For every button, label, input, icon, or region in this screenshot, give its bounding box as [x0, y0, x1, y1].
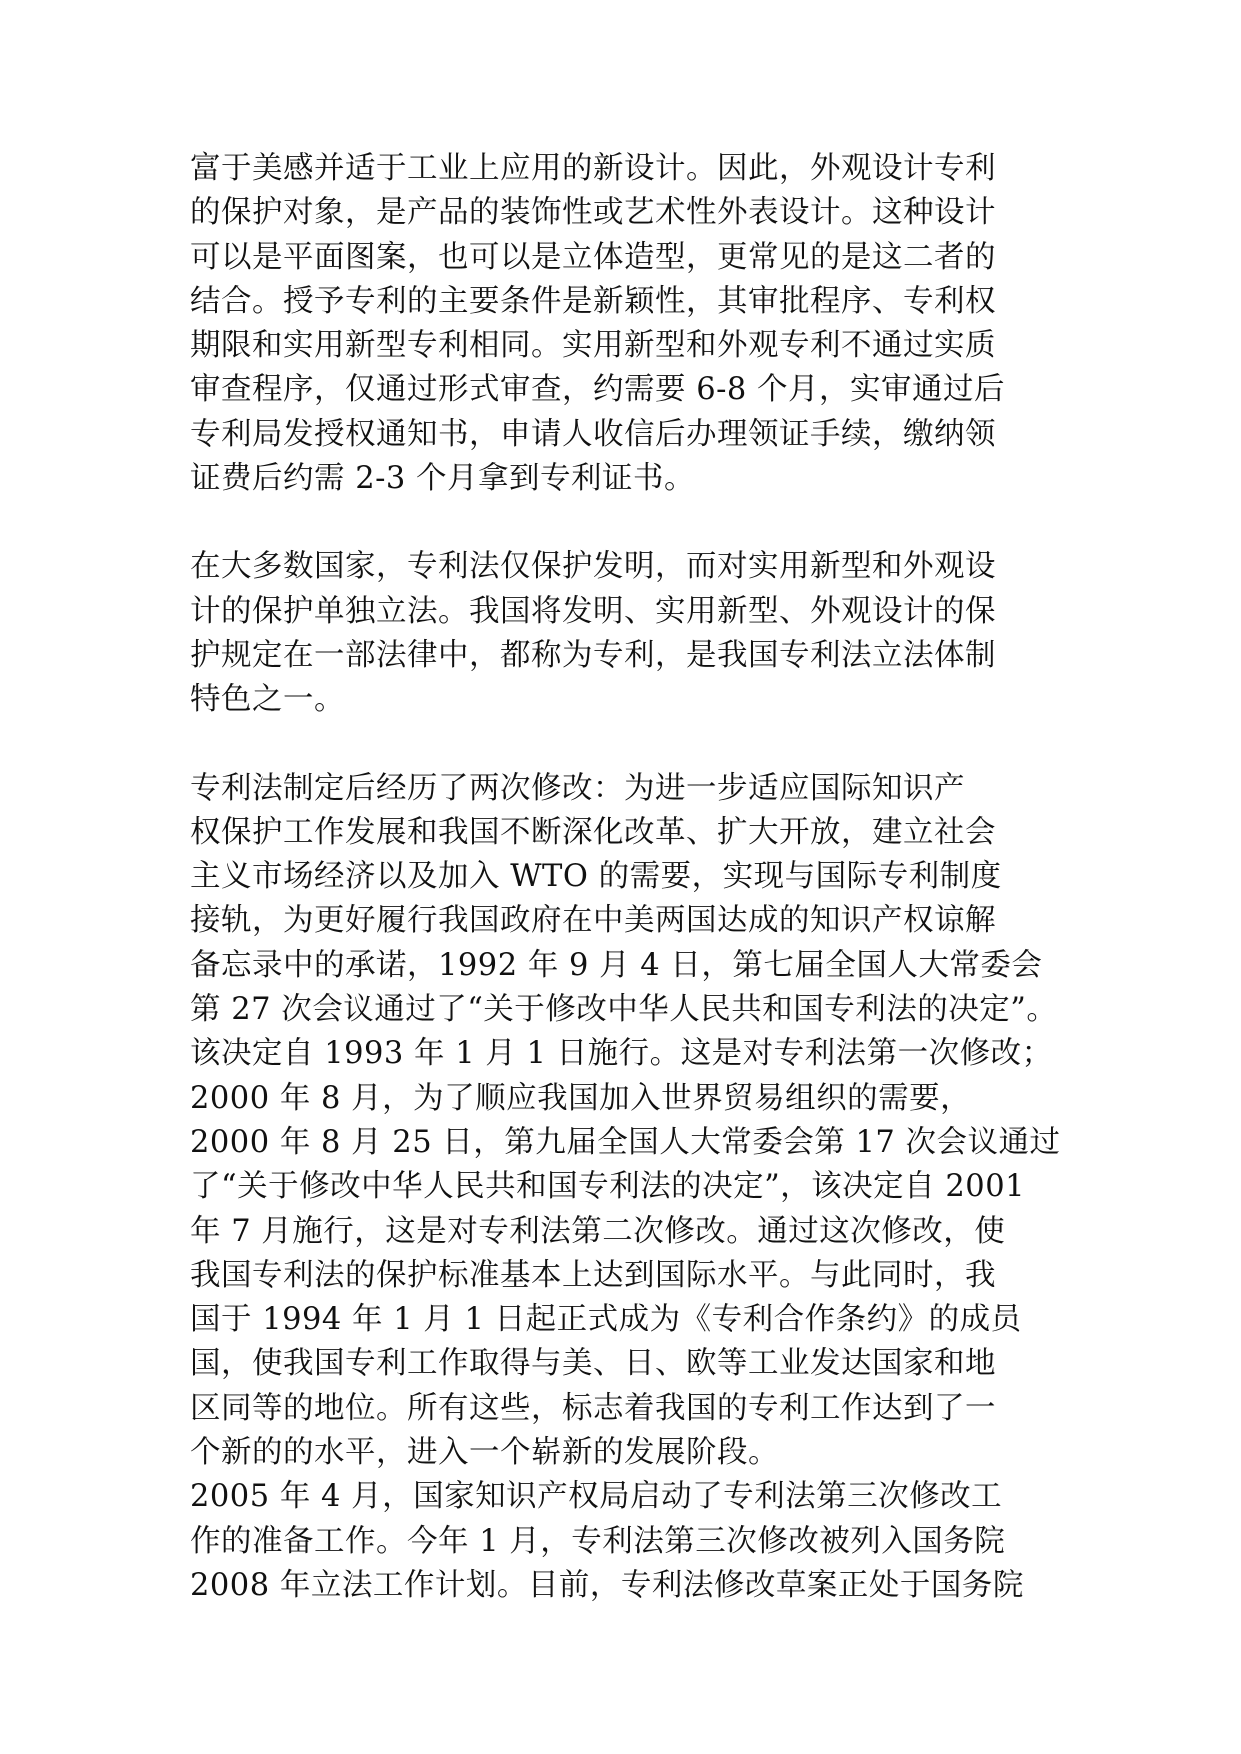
text-line: 个新的的水平，进入一个崭新的发展阶段。 — [190, 1435, 779, 1471]
text-line: 计的保护单独立法。我国将发明、实用新型、外观设计的保 — [190, 593, 996, 629]
text-line: 了“关于修改中华人民共和国专利法的决定”，该决定自 2001 — [190, 1169, 1025, 1205]
text-line: 护规定在一部法律中，都称为专利，是我国专利法立法体制 — [190, 637, 996, 673]
text-line: 富于美感并适于工业上应用的新设计。因此，外观设计专利 — [190, 151, 996, 186]
text-line: 该决定自 1993 年 1 月 1 日施行。这是对专利法第一次修改； — [190, 1036, 1053, 1072]
text-line: 接轨，为更好履行我国政府在中美两国达成的知识产权谅解 — [190, 903, 996, 939]
paragraph-spacer — [190, 501, 1060, 545]
text-line: 结合。授予专利的主要条件是新颖性，其审批程序、专利权 — [190, 283, 996, 319]
body-text — [190, 147, 1060, 1608]
text-line: 权保护工作发展和我国不断深化改革、扩大开放，建立社会 — [190, 814, 996, 850]
text-line: 证费后约需 2-3 个月拿到专利证书。 — [190, 461, 696, 497]
text-line: 专利局发授权通知书，申请人收信后办理领证手续，缴纳领 — [190, 416, 996, 452]
text-line: 作的准备工作。今年 1 月，专利法第三次修改被列入国务院 — [190, 1523, 1006, 1559]
text-line: 专利法制定后经历了两次修改：为进一步适应国际知识产 — [190, 770, 965, 806]
paragraph-third-amendment — [190, 1475, 1060, 1608]
text-line: 国于 1994 年 1 月 1 日起正式成为《专利合作条约》的成员 — [190, 1302, 1022, 1338]
text-line: 第 27 次会议通过了“关于修改中华人民共和国专利法的决定”。 — [190, 992, 1058, 1028]
text-line: 我国专利法的保护标准基本上达到国际水平。与此同时，我 — [190, 1257, 996, 1293]
text-line: 2008 年立法工作计划。目前，专利法修改草案正处于国务院 — [190, 1567, 1024, 1603]
text-line: 在大多数国家，专利法仅保护发明，而对实用新型和外观设 — [190, 549, 996, 585]
text-line: 审查程序，仅通过形式审查，约需要 6-8 个月，实审通过后 — [190, 372, 1006, 408]
text-line: 2000 年 8 月，为了顺应我国加入世界贸易组织的需要， — [190, 1080, 972, 1116]
text-line: 主义市场经济以及加入 WTO 的需要，实现与国际专利制度 — [190, 859, 1002, 895]
text-line: 可以是平面图案，也可以是立体造型，更常见的是这二者的 — [190, 239, 996, 275]
text-line: 备忘录中的承诺，1992 年 9 月 4 日，第七届全国人大常委会 — [190, 947, 1043, 983]
text-line: 的保护对象，是产品的装饰性或艺术性外表设计。这种设计 — [190, 195, 996, 231]
text-line: 期限和实用新型专利相同。实用新型和外观专利不通过实质 — [190, 328, 996, 364]
text-line: 特色之一。 — [190, 682, 345, 718]
text-line: 区同等的地位。所有这些，标志着我国的专利工作达到了一 — [190, 1390, 996, 1426]
text-line: 年 7 月施行，这是对专利法第二次修改。通过这次修改，使 — [190, 1213, 1006, 1249]
text-line: 国，使我国专利工作取得与美、日、欧等工业发达国家和地 — [190, 1346, 996, 1382]
paragraph-spacer — [190, 723, 1060, 767]
text-line: 2000 年 8 月 25 日，第九届全国人大常委会第 17 次会议通过 — [190, 1124, 1061, 1160]
text-line: 2005 年 4 月，国家知识产权局启动了专利法第三次修改工 — [190, 1479, 1003, 1515]
paragraph-legislation — [190, 545, 1060, 722]
paragraph-design-patent — [190, 147, 1060, 501]
paragraph-amendments — [190, 767, 1060, 1476]
